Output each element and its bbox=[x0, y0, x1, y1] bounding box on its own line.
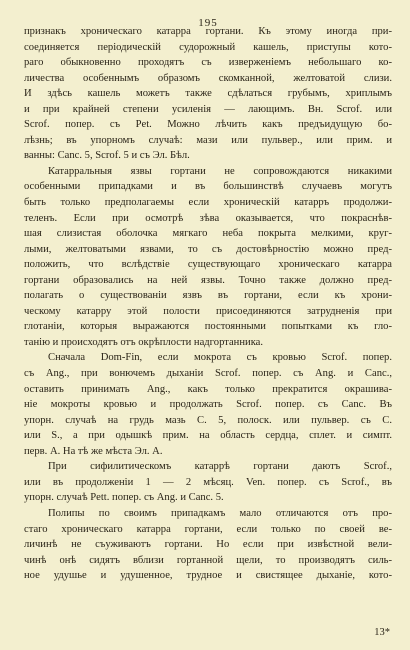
text-line: личинѣ не съуживаютъ гортани. Но если при извѣстной вели- bbox=[24, 539, 392, 551]
page-body-text bbox=[24, 24, 392, 584]
text-line: лыми, желтоватыми язвами, то съ достовѣрностію можно пред- bbox=[24, 243, 392, 255]
text-line: съ Ang., при вонючемъ дыханіи Scrof. попер. съ Ang. и Canc., bbox=[24, 368, 392, 380]
text-line: танію и происходятъ отъ окрѣплости надгортанника. bbox=[24, 336, 264, 348]
text-line: лѣзнь; въ упорномъ случаѣ: мази или пульвер., или прим. и bbox=[24, 134, 392, 146]
text-line: ванны: Canc. 5, Scrof. 5 и съ Эл. Бѣл. bbox=[24, 150, 190, 162]
text-line: и при крайней степени усиленія — лающимъ. Вн. Scrof. или bbox=[24, 103, 392, 115]
text-line: полагать о существованіи язвъ въ гортани, если къ хрони- bbox=[24, 290, 392, 302]
text-line: гортани образовались на ней язвы. Точно также должно пред- bbox=[24, 274, 392, 286]
text-line: или S., а при одышкѣ прим. на область сердца, сплет. и симпт. bbox=[24, 430, 392, 442]
text-line: раго обыкновенно проходятъ съ изверженіемъ небольшаго ко- bbox=[24, 57, 392, 69]
text-line: личества особеннымъ образомъ скомканной, желтоватой слизи. bbox=[24, 72, 392, 84]
text-line: Сначала Dom-Fin, если мокрота съ кровью Scrof. попер. bbox=[48, 352, 392, 364]
text-line: ное удушье и удушенное, трудное и свистящее дыханіе, кото- bbox=[24, 570, 392, 582]
text-line: стаго хроническаго катарра гортани, если только по своей ве- bbox=[24, 523, 392, 535]
text-line: перв. А. На тѣ же мѣста Эл. А. bbox=[24, 445, 163, 457]
text-line: Scrof. попер. съ Pet. Можно лѣчить какъ предъидущую бо- bbox=[24, 119, 392, 131]
text-line: быть только предполагаемы если хроническій катарръ продолжи- bbox=[24, 197, 392, 209]
text-line: упорн. случаѣ на грудь мазь C. 5, полоск. или пульвер. съ C. bbox=[24, 414, 392, 426]
page-number: 195 bbox=[198, 17, 218, 29]
text-line: ніе мокроты кровью и продолжать Scrof. попер. съ Canc. Въ bbox=[24, 399, 392, 411]
text-line: Катарральныя язвы гортани не сопровождаются никакими bbox=[48, 165, 392, 177]
text-line: ческому катарру этой полости присоединяются затрудненія при bbox=[24, 305, 392, 317]
text-line: признакъ хроническаго катарра гортани. Къ этому иногда при- bbox=[24, 26, 392, 37]
text-line: особенными припадками и въ большинствѣ случаевъ могутъ bbox=[24, 181, 392, 193]
text-line: положить, что вслѣдствіе существующаго хроническаго катарра bbox=[24, 259, 392, 271]
text-line: шая слизистая оболочка мягкаго неба покрыта мелкими, круг- bbox=[24, 228, 392, 240]
text-line: При сифилитическомъ катаррѣ гортани даютъ Scrof., bbox=[48, 461, 392, 473]
text-line: соединяется періодическій судорожный кашель, приступы кото- bbox=[24, 41, 392, 53]
text-line: упорн. случаѣ Pett. попер. съ Ang. и Canc. 5. bbox=[24, 492, 224, 504]
text-line: И здѣсь кашель можетъ также сдѣлаться грубымъ, хриплымъ bbox=[24, 88, 392, 100]
text-line: теленъ. Если при осмотрѣ зѣва оказывается, что покраснѣв- bbox=[24, 212, 392, 224]
text-line: глотаніи, которыя выражаются постоянными попытками къ гло- bbox=[24, 321, 392, 333]
text-line: Полипы по своимъ припадкамъ мало отличаются отъ про- bbox=[48, 507, 392, 519]
text-line: чинѣ онѣ сидятъ вблизи гортанной щели, то производятъ силь- bbox=[24, 554, 392, 566]
text-line: оставить принимать Ang., какъ только прекратится окрашива- bbox=[24, 383, 392, 395]
signature-mark: 13* bbox=[374, 627, 390, 638]
text-line: или въ продолженіи 1 — 2 мѣсяц. Ven. попер. съ Scrof., въ bbox=[24, 476, 392, 488]
